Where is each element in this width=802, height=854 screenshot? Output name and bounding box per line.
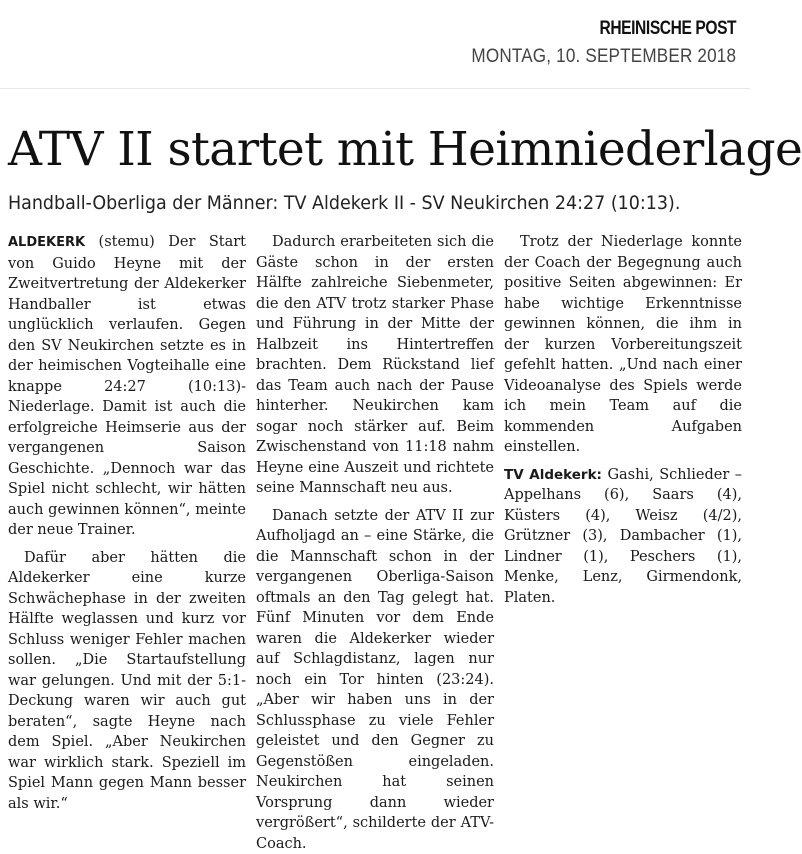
newspaper-name: RHEINISCHE POST (495, 18, 736, 40)
issue-date: MONTAG, 10. SEPTEMBER 2018 (471, 46, 736, 68)
article-paragraph: Danach setzte der ATV II zur Aufholjagd an – eine Stärke, die die Mannschaft schon in der vergangenen Oberliga-Saison oftmals an den Tag gelegt hat. Fünf Minuten vor dem Ende waren die Aldekerker wieder auf Schlagdistanz, lagen nur noch ein Tor hinten (23:24). „Aber wir haben uns in der Schlussphase zu viele Fehler geleistet und den Gegner zu Gegenstößen eingeladen. Neukirchen hat seinen Vorsprung dann wieder vergrößert“, schilderte der ATV-Coach. (256, 506, 494, 854)
article-column-3 (504, 232, 742, 612)
article-column-1 (8, 232, 246, 612)
article-body (8, 232, 742, 612)
lineup-players: Gashi, Schlieder – Appelhans (6), Saars (4), Küsters (4), Weisz (4/2), Grützner (3), Dambacher (1), Lindner (1), Peschers (1), Menke, Lenz, Girmendonk, Platen. (504, 467, 742, 606)
team-lineup (504, 465, 742, 609)
article-paragraph: Trotz der Niederlage konnte der Coach der Begegnung auch positive Seiten abgewinnen: Er habe wichtige Erkenntnisse gewinnen können, die ihm in der kurzen Vorbereitungszeit gefehlt hatten. „Und nach einer Videoanalyse des Spiels werde ich mein Team auf die kommenden Aufgaben einstellen. (504, 232, 742, 458)
article-subheadline: Handball-Oberliga der Männer: TV Aldekerk II - SV Neukirchen 24:27 (10:13). (8, 191, 680, 215)
paragraph-text: (stemu) Der Start von Guido Heyne mit der Zweitvertretung der Aldekerker Handballer ist etwas unglücklich verlaufen. Gegen den SV Neukirchen setzte es in der heimischen Vogteihalle eine knappe 24:27 (10:13)-Niederlage. Damit ist auch die erfolgreiche Heimserie aus der vergangenen Saison Geschichte. „Dennoch war das Spiel nicht schlecht, wir hätten auch gewinnen können“, meinte der neue Trainer. (8, 234, 246, 538)
article-column-2 (256, 232, 494, 612)
article-paragraph (8, 232, 246, 541)
lineup-label: TV Aldekerk: (504, 467, 602, 483)
article-paragraph: Dadurch erarbeiteten sich die Gäste schon in der ersten Hälfte zahlreiche Siebenmeter, die den ATV trotz starker Phase und Führung in der Mitte der Halbzeit ins Hintertreffen brachten. Dem Rückstand lief das Team auch nach der Pause hinterher. Neukirchen kam sogar noch stärker auf. Beim Zwischenstand von 11:18 nahm Heyne eine Auszeit und richtete seine Mannschaft neu aus. (256, 232, 494, 499)
header-divider (0, 88, 750, 89)
article-dateline: ALDEKERK (8, 235, 85, 250)
article-paragraph: Dafür aber hätten die Aldekerker eine kurze Schwächephase in der zweiten Hälfte weglassen und kurz vor Schluss weniger Fehler machen sollen. „Die Startaufstellung war gelungen. Und mit der 5:1-Deckung waren wir auch gut beraten“, sagte Heyne nach dem Spiel. „Aber Neukirchen war wirklich stark. Speziell im Spiel Mann gegen Mann besser als wir.“ (8, 548, 246, 815)
article-headline: ATV II startet mit Heimniederlage (8, 122, 802, 178)
masthead (442, 18, 736, 68)
